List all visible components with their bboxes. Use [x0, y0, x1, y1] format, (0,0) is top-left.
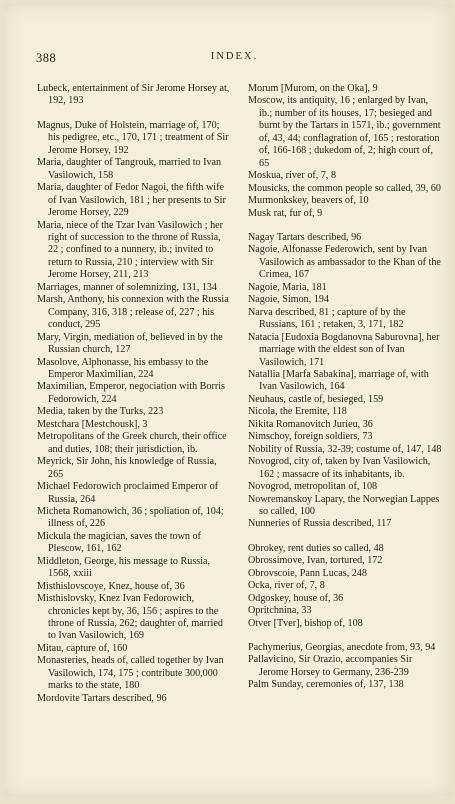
index-entry: Novogrod, city of, taken by Ivan Vasilowich, 162 ; massacre of its inhabitants, ib.	[248, 456, 431, 480]
index-entry: Masolove, Alphonasse, his embassy to the Emperor Maximilian, 224	[37, 356, 209, 380]
index-entry: Obrossimove, Ivan, tortured, 172	[248, 555, 383, 567]
index-entry: Mitau, capture of, 160	[37, 642, 128, 654]
index-entry: Middleton, George, his message to Russia, 1568, xxiii	[37, 555, 211, 580]
index-entry: Mestchara [Mestchousk], 3	[37, 418, 148, 430]
page-header	[36, 51, 433, 67]
index-entry: Nagay Tartars described, 96	[248, 231, 362, 243]
index-entry: Mousicks, the common people so called, 39, 60	[248, 182, 441, 194]
index-entry: Mickula the magician, saves the town of Plescow, 161, 162	[37, 530, 201, 555]
index-entry: Opritchnina, 33	[248, 605, 312, 617]
index-entry: Murmonkskey, beavers of, 10	[248, 195, 369, 207]
index-entry: Nagoie, Simon, 194	[248, 294, 329, 306]
book-page	[4, 4, 451, 796]
index-entry: Maximilian, Emperor, negociation with Borris Fedorowich, 224	[37, 381, 225, 405]
index-entry: Lubeck, entertainment of Sir Jerome Horsey at, 192, 193	[37, 83, 230, 107]
index-entry: Nikita Romanovitch Jurieu, 36	[248, 418, 373, 430]
index-entry: Ocka, river of, 7, 8	[248, 580, 325, 592]
index-entry: Musk rat, fur of, 9	[248, 207, 323, 219]
index-entry: Nimschoy, foreign soldiers, 73	[248, 431, 373, 443]
index-entry: Marriages, manner of solemnizing, 131, 134	[37, 281, 217, 293]
index-entry: Natallia [Marfa Sabakina], marriage of, with Ivan Vasilowich, 164	[248, 368, 429, 393]
index-entry: Moskua, river of, 7, 8	[248, 170, 337, 182]
index-entry: Nicola, the Eremite, 118	[248, 406, 347, 418]
index-entry: Neuhaus, castle of, besieged, 159	[248, 393, 384, 405]
index-entry: Marsh, Anthony, his connexion with the Russia Company, 316, 318 ; release of, 227 ; his conduct, 295	[37, 294, 229, 331]
index-entry: Maria, daughter of Tangrouk, married to Ivan Vasilowich, 158	[37, 157, 222, 181]
index-entry: Natacia [Eudoxia Bogdanovna Saburovna], her marriage with the eldest son of Ivan Vasilowich, 171	[248, 331, 440, 368]
index-entry: Morum [Murom, on the Oka], 9	[248, 83, 378, 94]
index-entry: Obrovscoie, Pann Lucas, 248	[248, 567, 367, 579]
index-entry: Novogrod, metropolitan of, 108	[248, 481, 378, 493]
page-number: 388	[36, 51, 57, 65]
index-entry: Odgoskey, house of, 36	[248, 592, 344, 604]
index-entry: Metropolitans of the Greek church, their office and duties, 108; their jurisdiction, ib.	[37, 431, 227, 455]
index-entry: Obrokey, rent duties so called, 48	[248, 542, 384, 554]
index-entry: Otver [Tver], bishop of, 108	[248, 617, 363, 629]
index-entry: Nowremanskoy Lapary, the Norwegian Lappes so called, 100	[248, 493, 440, 517]
running-head: INDEX.	[210, 51, 259, 62]
index-entry: Nunneries of Russia described, 117	[248, 518, 392, 530]
index-entry: Mary, Virgin, mediation of, believed in by the Russian church, 127	[37, 331, 223, 356]
index-entry: Moscow, its antiquity, 16 ; enlarged by Ivan, ib.; number of its houses, 17; besieged and burnt by the Tartars in 1571, ib.; government of, 43, 44; conflagration of, 165 ; restoration of, 166-168 ; dukedom of, 2; high court of, 65	[248, 95, 441, 169]
index-entry: Mordovite Tartars described, 96	[37, 692, 167, 704]
index-entry: Nobility of Russia, 32-39; costume of, 147, 148	[248, 443, 442, 455]
index-entry: Meyrick, Sir John, his knowledge of Russia, 265	[37, 456, 217, 480]
index-entry: Palm Sunday, ceremonies of, 137, 138	[248, 679, 404, 691]
index-entry: Nagoie, Maria, 181	[248, 281, 327, 293]
index-column-left	[37, 83, 233, 705]
index-entry: Pallavicino, Sir Orazio, accompanies Sir Jerome Horsey to Germany, 236-239	[248, 654, 413, 678]
index-entry: Media, taken by the Turks, 223	[37, 406, 164, 418]
index-entry: Maria, daughter of Fedor Nagoi, the fifth wife of Ivan Vasilowich, 181 ; her presents to Sir Jerome Horsey, 229	[37, 182, 226, 219]
index-entry: Michael Fedorowich proclaimed Emperor of Russia, 264	[37, 481, 219, 505]
index-entry: Misthislovscoye, Knez, house of, 36	[37, 580, 185, 592]
index-entry: Narva described, 81 ; capture of by the Russians, 161 ; retaken, 3, 171, 182	[248, 306, 406, 331]
index-entry: Micheta Romanowich, 36 ; spoliation of, 104; illness of, 226	[37, 505, 224, 530]
index-entry: Pachymerius, Georgias, anecdote from, 93, 94	[248, 642, 436, 654]
index-entry: Monasteries, heads of, called together by Ivan Vasilowich, 174, 175 ; contribute 300,000 marks to the state, 180	[37, 655, 224, 692]
index-entry: Magnus, Duke of Holstein, marriage of, 170; his pedigree, etc., 170, 171 ; treatment of Sir Jerome Horsey, 192	[37, 119, 229, 156]
index-entry: Maria, niece of the Tzar Ivan Vasilowich ; her right of succession to the throne of Russia, 22 ; confined to a nunnery, ib.; invited to return to Russia, 210 ; interview with Sir Jerome Horsey, 211, 213	[37, 219, 224, 281]
index-entry: Misthislovsky, Knez Ivan Fedorowich, chronicles kept by, 36, 156 ; aspires to the throne of Russia, 262; daughter of, married to Ivan Vasilowich, 169	[37, 593, 223, 642]
index-column-right	[248, 83, 443, 692]
index-entry: Nagoie, Alfonasse Federowich, sent by Ivan Vasilowich as ambassador to the Khan of the Crimea, 167	[248, 244, 441, 281]
